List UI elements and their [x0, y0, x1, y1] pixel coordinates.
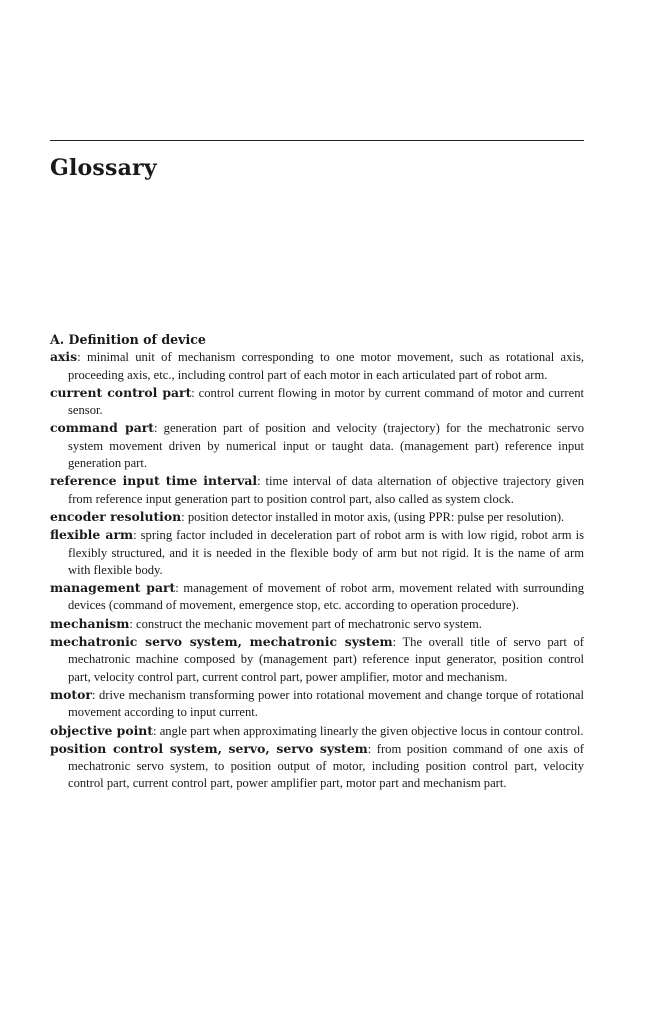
- top-rule: [50, 140, 584, 141]
- page-title: Glossary: [50, 155, 157, 181]
- glossary-definition: : drive mechanism transforming power into rotational movement and change torque of rotational movement according to input current.: [68, 687, 584, 720]
- glossary-term: current control part: [50, 384, 192, 400]
- glossary-term: motor: [50, 686, 92, 702]
- glossary-entry: [50, 419, 584, 472]
- glossary-definition: : time interval of data alternation of objective trajectory given from reference input generation part to position control part, also called as system clock.: [68, 474, 584, 506]
- glossary-definition: : from position command of one axis of mechatronic servo system, to position output of motor, including position control part, velocity control part, current control part, power amplifier part, motor part and mechanism part.: [68, 741, 584, 791]
- glossary-definition: : construct the mechanic movement part of mechatronic servo system.: [129, 616, 482, 631]
- glossary-entry: [50, 579, 584, 615]
- glossary-entry: [50, 633, 584, 686]
- glossary-entry: [50, 384, 584, 420]
- glossary-definition: : generation part of position and velocity (trajectory) for the mechatronic servo system movement driven by numerical input or taught data. (management part) reference input generation part.: [68, 421, 584, 471]
- glossary-definition: : management of movement of robot arm, movement related with surrounding devices (command of movement, emergence stop, etc. according to operation procedure).: [68, 581, 584, 613]
- glossary-entry: [50, 722, 584, 740]
- glossary-term: command part: [50, 420, 154, 436]
- glossary-definition: : minimal unit of mechanism corresponding to one motor movement, such as rotational axis, proceeding axis, etc., including control part of each motor in each articulated part of robot arm.: [68, 350, 584, 382]
- glossary-entry: [50, 508, 584, 526]
- glossary-entry: [50, 686, 584, 722]
- glossary-definition: : position detector installed in motor axis, (using PPR: pulse per resolution).: [181, 509, 565, 524]
- glossary-term: position control system, servo, servo system: [50, 740, 368, 756]
- glossary-term: mechatronic servo system, mechatronic system: [50, 634, 393, 650]
- glossary-term: reference input time interval: [50, 473, 258, 489]
- glossary-term: objective point: [50, 722, 154, 738]
- glossary-term: encoder resolution: [50, 508, 182, 524]
- glossary-entry: [50, 526, 584, 579]
- glossary-entry: [50, 615, 584, 633]
- glossary-entry: [50, 740, 584, 793]
- glossary-term: management part: [50, 580, 176, 596]
- section-heading: A. Definition of device: [50, 332, 206, 347]
- glossary-entry: [50, 472, 584, 508]
- glossary-content: [50, 331, 584, 793]
- glossary-definition: : The overall title of servo part of mechatronic machine composed by (management part) reference input generator, position control part, velocity control part, current control part, power amplifier, motor and mechanism.: [68, 635, 584, 684]
- glossary-term: mechanism: [50, 615, 130, 631]
- glossary-definition: : angle part when approximating linearly the given objective locus in contour control.: [153, 723, 584, 738]
- glossary-term: axis: [50, 349, 78, 365]
- glossary-definition: : spring factor included in deceleration part of robot arm is with low rigid, robot arm is flexibly structured, and it is needed in the flexible body of arm but not rigid. It is the name of arm with flexible body.: [68, 528, 584, 577]
- glossary-term: flexible arm: [50, 527, 134, 543]
- glossary-definition: : control current flowing in motor by current command of motor and current sensor.: [68, 385, 585, 418]
- glossary-entry: [50, 348, 584, 384]
